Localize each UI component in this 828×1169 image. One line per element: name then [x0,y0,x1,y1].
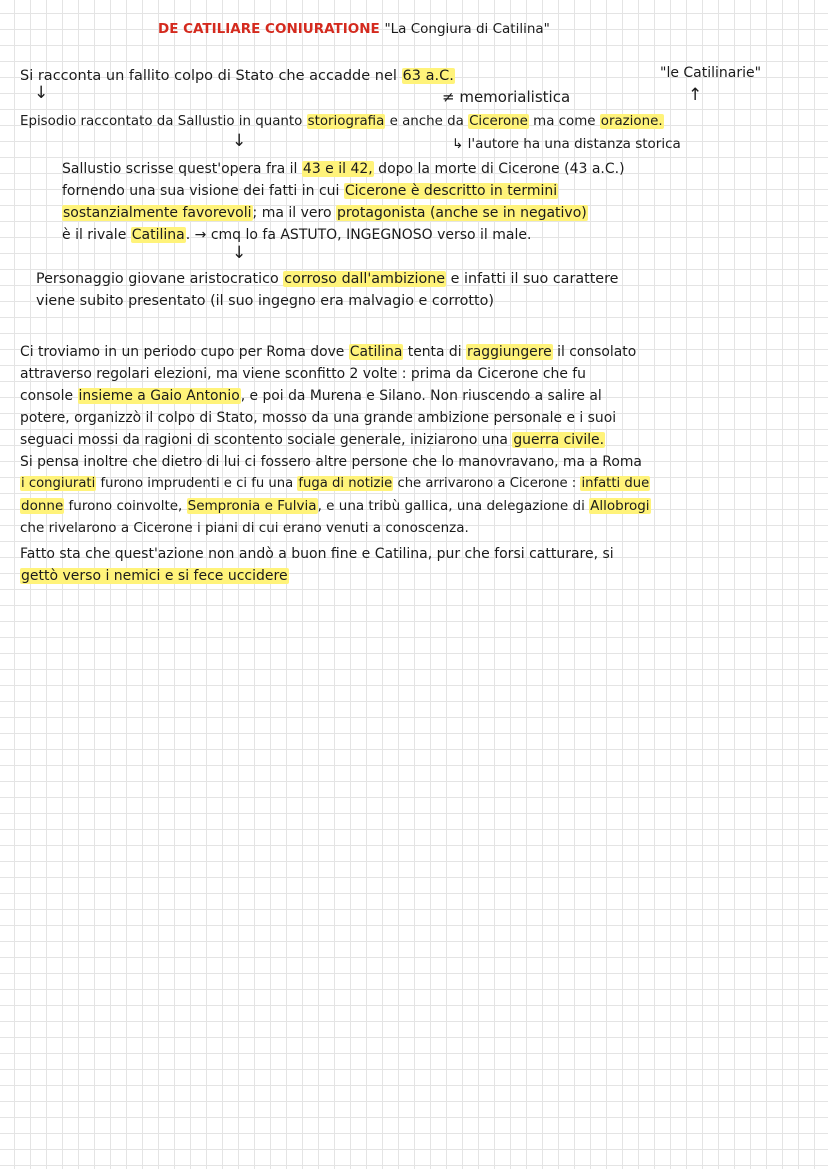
p4-line-1: Ci troviamo in un periodo cupo per Roma dove Catilina tenta di raggiungere il consolato [20,344,637,360]
p4-line-7: i congiurati furono imprudenti e ci fu una fuga di notizie che arrivarono a Cicerone : infatti due [21,476,650,491]
arrow-down-2: ↓ [232,131,247,151]
p3-line-2: viene subito presentato (il suo ingegno era malvagio e corrotto) [36,293,494,309]
p2-line-2: fornendo una sua visione dei fatti in cui Cicerone è descritto in termini [62,183,558,199]
page-title [158,20,550,38]
p4-line-6: Si pensa inoltre che dietro di lui ci fossero altre persone che lo manovravano, ma a Roma [20,454,642,470]
p4-line-8: donne furono coinvolte, Sempronia e Fulvia, e una tribù gallica, una delegazione di Allobrogi [21,498,650,514]
p2-line-4: è il rivale Catilina. → cmq lo fa ASTUTO, INGEGNOSO verso il male. [62,227,532,243]
highlight-date: 63 a.C. [402,68,454,84]
p2-line-1: Sallustio scrisse quest'opera fra il 43 e il 42, dopo la morte di Cicerone (43 a.C.) [62,161,625,177]
p3-line-1: Personaggio giovane aristocratico corroso dall'ambizione e infatti il suo carattere [36,271,619,287]
p4-line-9: che rivelarono a Cicerone i piani di cui erano venuti a conoscenza. [20,520,469,536]
p4-line-3: console insieme a Gaio Antonio, e poi da Murena e Silano. Non riuscendo a salire al [20,388,602,404]
p4-line-11: gettò verso i nemici e si fece uccidere [21,568,288,584]
catilinarie-note: "le Catilinarie" [660,65,762,81]
p2-line-3: sostanzialmente favorevoli; ma il vero protagonista (anche se in negativo) [63,205,587,221]
p4-line-4: potere, organizzò il colpo di Stato, mosso da una grande ambizione personale e i suoi [20,410,617,426]
p1-line-2: Episodio raccontato da Sallustio in quanto storiografia e anche da Cicerone ma come orazione. [20,114,663,129]
p4-line-5: seguaci mossi da ragioni di scontento sociale generale, iniziarono una guerra civile. [20,432,605,448]
arrow-up-1: ↑ [688,85,703,105]
title-subtitle: "La Congiura di Catilina" [384,21,550,37]
arrow-down-1: ↓ [34,83,49,103]
title-main: DE CATILIARE CONIURATIONE [158,21,380,37]
arrow-down-3: ↓ [232,243,247,263]
autore-note: ↳ l'autore ha una distanza storica [452,136,681,152]
memorialistica-note: ≠ memorialistica [442,88,571,106]
p4-line-10: Fatto sta che quest'azione non andò a buon fine e Catilina, pur che forsi catturare, si [20,546,614,562]
p1-line-1: Si racconta un fallito colpo di Stato che accadde nel 63 a.C. [20,68,454,84]
p4-line-2: attraverso regolari elezioni, ma viene sconfitto 2 volte : prima da Cicerone che fu [20,366,586,382]
